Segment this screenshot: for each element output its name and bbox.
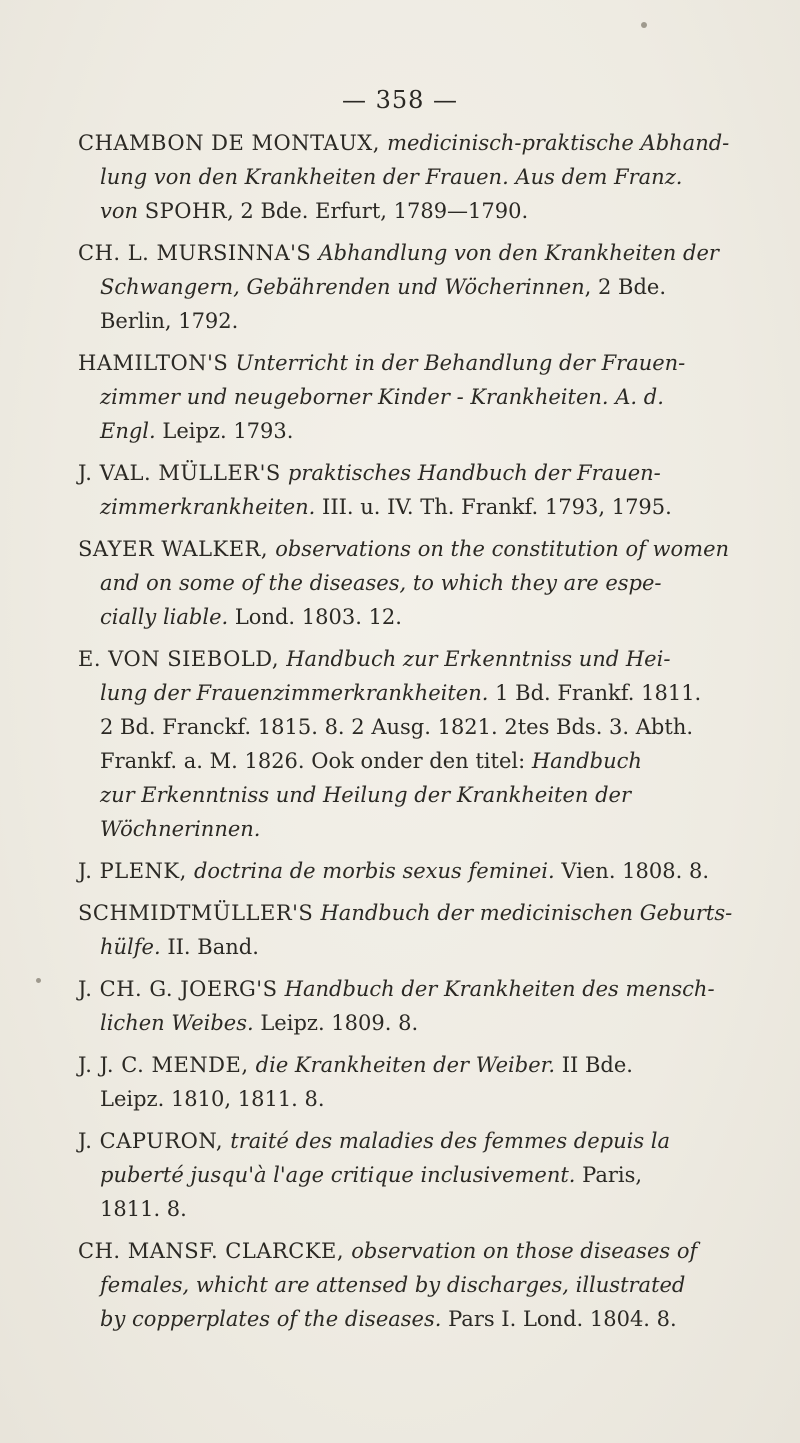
imprint-text: Leipz. 1810, 1811. 8. — [100, 1087, 325, 1111]
entry-continuation-line — [100, 1194, 187, 1224]
entry-first-line — [78, 1236, 697, 1266]
title-text: Unterricht in der Behandlung der Frauen- — [235, 351, 686, 375]
entry-first-line — [78, 898, 732, 928]
author-text: E. VON SIEBOLD, — [78, 647, 287, 671]
entry-continuation-line — [100, 1008, 418, 1038]
entry-continuation-line — [100, 1304, 677, 1334]
ink-spot — [641, 22, 647, 28]
entry-continuation-line — [100, 416, 293, 446]
title-text: lung von den Krankheiten der Frauen. Aus dem Franz. — [100, 165, 683, 189]
entry-continuation-line — [100, 492, 672, 522]
entry-first-line — [78, 1050, 633, 1080]
entry-continuation-line — [100, 746, 642, 776]
entry-first-line — [78, 458, 661, 488]
imprint-text: 2 Bd. Franckf. 1815. 8. 2 Ausg. 1821. 2tes Bds. 3. Abth. — [100, 715, 694, 739]
title-text: zimmer und neugeborner Kinder - Krankheiten. A. d. — [100, 385, 664, 409]
author-text: J. CH. G. JOERG'S — [78, 977, 285, 1001]
title-text: females, whicht are attensed by discharges, illustrated — [100, 1273, 686, 1297]
author-text: J. PLENK, — [78, 859, 194, 883]
title-text: zimmerkrankheiten. — [100, 495, 316, 519]
entry-continuation-line — [100, 814, 260, 844]
entry-first-line — [78, 348, 685, 378]
author-text: J. CAPURON, — [78, 1129, 231, 1153]
title-text: von — [100, 199, 145, 223]
imprint-text: Pars I. Lond. 1804. 8. — [441, 1307, 677, 1331]
entry-continuation-line — [100, 306, 238, 336]
title-text: zur Erkenntniss und Heilung der Krankheiten der — [100, 783, 632, 807]
entry-first-line — [78, 128, 729, 158]
entry-continuation-line — [100, 196, 528, 226]
imprint-text: Leipz. 1809. 8. — [253, 1011, 419, 1035]
imprint-text: 1 Bd. Frankf. 1811. — [488, 681, 702, 705]
imprint-text: Leipz. 1793. — [155, 419, 294, 443]
author-text: J. VAL. MÜLLER'S — [78, 461, 288, 485]
imprint-text: III. u. IV. Th. Frankf. 1793, 1795. — [315, 495, 672, 519]
title-text: by copperplates of the diseases. — [100, 1307, 442, 1331]
imprint-text: 1811. 8. — [100, 1197, 187, 1221]
imprint-text: Vien. 1808. 8. — [554, 859, 710, 883]
title-text: Engl. — [100, 419, 156, 443]
entry-continuation-line — [100, 1084, 325, 1114]
entry-continuation-line — [100, 932, 259, 962]
entry-continuation-line — [100, 1160, 642, 1190]
author-text: SAYER WALKER, — [78, 537, 276, 561]
page-number: — 358 — — [341, 86, 459, 114]
entry-continuation-line — [100, 602, 402, 632]
entry-continuation-line — [100, 780, 631, 810]
imprint-text: Paris, — [575, 1163, 643, 1187]
imprint-text: II. Band. — [160, 935, 259, 959]
entry-continuation-line — [100, 568, 662, 598]
title-text: puberté jusqu'à l'age critique inclusivement. — [100, 1163, 576, 1187]
author-text: SPOHR — [144, 199, 228, 223]
title-text: lung der Frauenzimmerkrankheiten. — [100, 681, 489, 705]
title-text: hülfe. — [100, 935, 161, 959]
entry-continuation-line — [100, 162, 682, 192]
imprint-text: , 2 Bde. Erfurt, 1789—1790. — [227, 199, 529, 223]
entry-first-line — [78, 534, 729, 564]
entry-first-line — [78, 644, 670, 674]
imprint-text: Berlin, 1792. — [100, 309, 239, 333]
entry-first-line — [78, 238, 719, 268]
title-text: die Krankheiten der Weiber. — [255, 1053, 556, 1077]
ink-spot — [36, 978, 41, 983]
title-text: and on some of the diseases, to which they are espe- — [100, 571, 662, 595]
title-text: cially liable. — [100, 605, 229, 629]
title-text: praktisches Handbuch der Frauen- — [287, 461, 661, 485]
title-text: Handbuch der Krankheiten des mensch- — [284, 977, 715, 1001]
author-text: CH. MANSF. CLARCKE, — [78, 1239, 352, 1263]
title-text: Handbuch zur Erkenntniss und Hei- — [286, 647, 671, 671]
author-text: HAMILTON'S — [78, 351, 236, 375]
author-text: CHAMBON DE MONTAUX, — [78, 131, 388, 155]
imprint-text: , 2 Bde. — [584, 275, 667, 299]
entry-first-line — [78, 974, 715, 1004]
author-text: SCHMIDTMÜLLER'S — [78, 901, 321, 925]
imprint-text: II Bde. — [555, 1053, 633, 1077]
entry-continuation-line — [100, 382, 664, 412]
entry-continuation-line — [100, 272, 666, 302]
title-text: Handbuch — [531, 749, 642, 773]
title-text: observations on the constitution of women — [275, 537, 730, 561]
title-text: Handbuch der medicinischen Geburts- — [320, 901, 733, 925]
entry-first-line — [78, 856, 709, 886]
title-text: doctrina de morbis sexus feminei. — [193, 859, 555, 883]
imprint-text: Lond. 1803. 12. — [228, 605, 402, 629]
imprint-text: Frankf. a. M. 1826. Ook onder den titel: — [100, 749, 532, 773]
title-text: lichen Weibes. — [100, 1011, 254, 1035]
title-text: observation on those diseases of — [351, 1239, 698, 1263]
title-text: Wöchnerinnen. — [100, 817, 261, 841]
author-text: J. J. C. MENDE, — [78, 1053, 256, 1077]
title-text: traité des maladies des femmes depuis la — [230, 1129, 671, 1153]
entry-continuation-line — [100, 1270, 685, 1300]
entry-continuation-line — [100, 712, 693, 742]
title-text: Abhandlung von den Krankheiten der — [318, 241, 719, 265]
author-text: CH. L. MURSINNA'S — [78, 241, 319, 265]
title-text: medicinisch-praktische Abhand- — [387, 131, 730, 155]
entry-continuation-line — [100, 678, 701, 708]
title-text: Schwangern, Gebährenden und Wöcherinnen — [100, 275, 585, 299]
entry-first-line — [78, 1126, 670, 1156]
